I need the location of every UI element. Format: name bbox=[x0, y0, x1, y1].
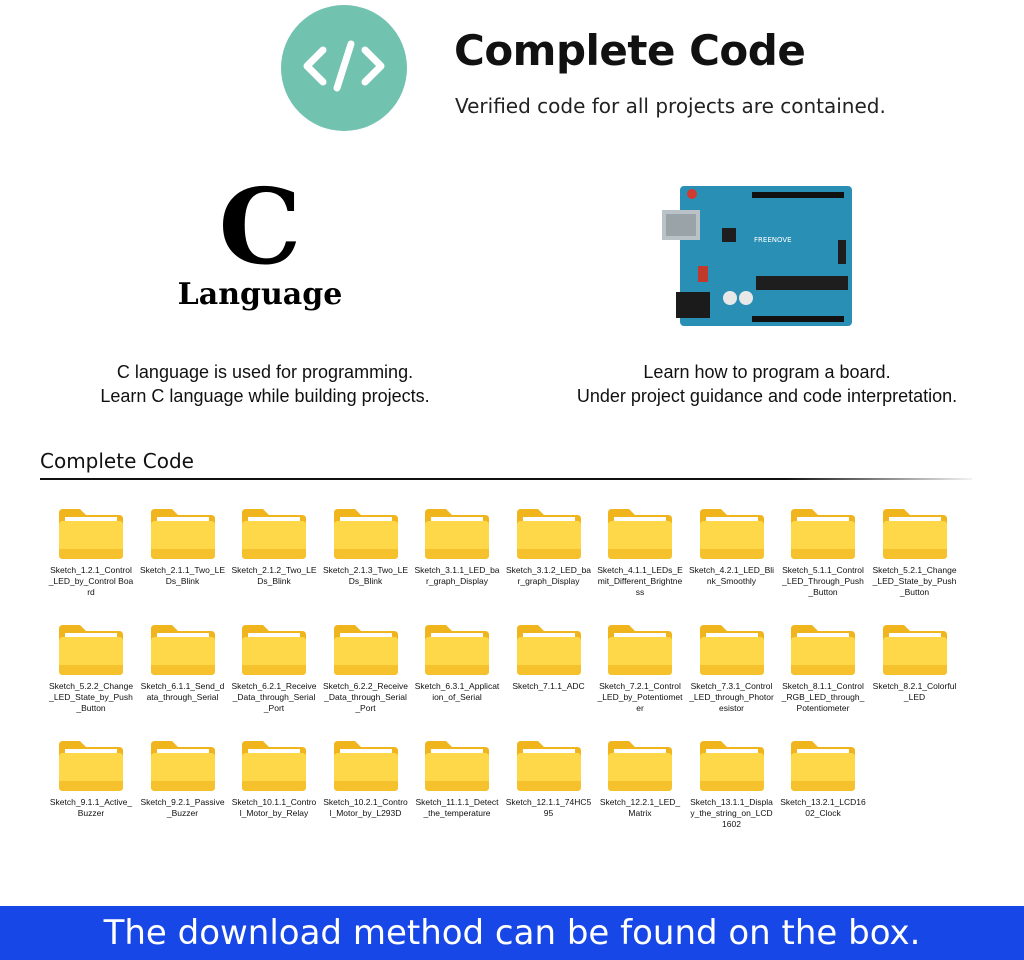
folder-icon bbox=[506, 737, 592, 793]
code-badge bbox=[281, 5, 407, 131]
folder-name: Sketch_3.1.1_LED_bar_graph_Display bbox=[414, 565, 500, 586]
folder-item[interactable] bbox=[140, 737, 226, 819]
folder-name: Sketch_1.2.1_Control_LED_by_Control Board bbox=[48, 565, 134, 597]
folder-item[interactable] bbox=[689, 505, 775, 587]
page-title: Complete Code bbox=[454, 26, 806, 75]
folder-name: Sketch_9.2.1_Passive_Buzzer bbox=[140, 797, 225, 818]
c-language-logo bbox=[170, 165, 350, 312]
folder-item[interactable] bbox=[414, 621, 500, 703]
folder-name: Sketch_13.2.1_LCD1602_Clock bbox=[780, 797, 866, 818]
folder-icon bbox=[689, 737, 775, 793]
folder-item[interactable] bbox=[231, 737, 317, 819]
folder-icon bbox=[597, 505, 683, 561]
folder-item[interactable] bbox=[323, 737, 409, 819]
folder-item[interactable] bbox=[414, 505, 500, 587]
folder-item[interactable] bbox=[140, 505, 226, 587]
folder-icon bbox=[48, 737, 134, 793]
folder-item[interactable] bbox=[689, 737, 775, 830]
folder-icon bbox=[140, 505, 226, 561]
folder-name: Sketch_9.1.1_Active_Buzzer bbox=[49, 797, 133, 818]
folder-item[interactable] bbox=[506, 737, 592, 819]
code-icon bbox=[299, 36, 389, 101]
board-label: FREENOVE bbox=[754, 236, 792, 244]
folder-item[interactable] bbox=[231, 621, 317, 714]
folder-name: Sketch_10.1.1_Control_Motor_by_Relay bbox=[231, 797, 317, 818]
folder-icon bbox=[323, 621, 409, 677]
folder-icon bbox=[597, 621, 683, 677]
folder-name: Sketch_5.2.2_Change_LED_State_by_Push_Button bbox=[48, 681, 134, 713]
folder-name: Sketch_4.2.1_LED_Blink_Smoothly bbox=[688, 565, 775, 586]
c-letter: C bbox=[218, 165, 302, 288]
folder-icon bbox=[780, 621, 866, 677]
folder-icon bbox=[872, 621, 958, 677]
folder-name: Sketch_6.2.2_Receive_Data_through_Serial_Port bbox=[322, 681, 409, 713]
folder-name: Sketch_8.2.1_Colorful_LED bbox=[872, 681, 957, 702]
folder-item[interactable] bbox=[872, 505, 958, 598]
folder-name: Sketch_6.3.1_Application_of_Serial bbox=[414, 681, 500, 702]
controller-board-image bbox=[658, 180, 858, 335]
folder-icon bbox=[597, 737, 683, 793]
folder-item[interactable] bbox=[140, 621, 226, 703]
folder-icon bbox=[414, 621, 500, 677]
folder-item[interactable] bbox=[48, 621, 134, 714]
folder-item[interactable] bbox=[689, 621, 775, 714]
folder-icon bbox=[323, 737, 409, 793]
folder-icon bbox=[414, 737, 500, 793]
folder-item[interactable] bbox=[506, 505, 592, 587]
folder-name: Sketch_7.2.1_Control_LED_by_Potentiometer bbox=[597, 681, 683, 713]
board-description bbox=[552, 360, 982, 408]
folder-item[interactable] bbox=[597, 621, 683, 714]
folder-icon bbox=[231, 737, 317, 793]
folder-name: Sketch_12.1.1_74HC595 bbox=[505, 797, 592, 818]
c-desc-line-2: Learn C language while building projects. bbox=[100, 386, 430, 406]
folder-item[interactable] bbox=[780, 621, 866, 714]
folder-item[interactable] bbox=[48, 737, 134, 819]
folder-item[interactable] bbox=[780, 505, 866, 598]
folder-name: Sketch_13.1.1_Display_the_string_on_LCD1602 bbox=[690, 797, 773, 829]
board-desc-line-1: Learn how to program a board. bbox=[643, 362, 891, 382]
folder-icon bbox=[872, 505, 958, 561]
folder-icon bbox=[780, 505, 866, 561]
folder-item[interactable] bbox=[48, 505, 134, 598]
folder-name: Sketch_7.3.1_Control_LED_through_Photoresistor bbox=[689, 681, 774, 713]
folder-icon bbox=[689, 621, 775, 677]
folder-icon bbox=[48, 505, 134, 561]
folder-item[interactable] bbox=[780, 737, 866, 819]
folder-item[interactable] bbox=[506, 621, 592, 692]
folder-name: Sketch_12.2.1_LED_Matrix bbox=[599, 797, 681, 818]
folder-item[interactable] bbox=[597, 737, 683, 819]
folder-name: Sketch_5.2.1_Change_LED_State_by_Push_Button bbox=[872, 565, 957, 597]
folder-name: Sketch_2.1.2_Two_LEDs_Blink bbox=[231, 565, 317, 586]
folder-name: Sketch_5.1.1_Control_LED_Through_Push_Button bbox=[782, 565, 864, 597]
folder-name: Sketch_10.2.1_Control_Motor_by_L293D bbox=[323, 797, 408, 818]
folder-icon bbox=[323, 505, 409, 561]
folder-name: Sketch_8.1.1_Control_RGB_LED_through_Potentiometer bbox=[781, 681, 865, 713]
folder-item[interactable] bbox=[597, 505, 683, 598]
folder-icon bbox=[689, 505, 775, 561]
folder-item[interactable] bbox=[872, 621, 958, 703]
c-desc-line-1: C language is used for programming. bbox=[116, 362, 414, 382]
folder-name: Sketch_2.1.3_Two_LEDs_Blink bbox=[322, 565, 409, 586]
folder-icon bbox=[506, 621, 592, 677]
section-title: Complete Code bbox=[40, 449, 194, 473]
folder-icon bbox=[231, 621, 317, 677]
folder-item[interactable] bbox=[323, 621, 409, 714]
footer-banner bbox=[0, 906, 1024, 960]
footer-text: The download method can be found on the box. bbox=[103, 913, 921, 953]
c-language-word: Language bbox=[177, 277, 343, 312]
folder-name: Sketch_6.1.1_Send_data_through_Serial bbox=[140, 681, 225, 702]
folder-name: Sketch_3.1.2_LED_bar_graph_Display bbox=[505, 565, 592, 586]
folder-name: Sketch_6.2.1_Receive_Data_through_Serial_Port bbox=[231, 681, 317, 713]
folder-icon bbox=[231, 505, 317, 561]
folder-icon bbox=[140, 737, 226, 793]
folder-item[interactable] bbox=[414, 737, 500, 819]
folder-icon bbox=[48, 621, 134, 677]
folder-icon bbox=[414, 505, 500, 561]
folder-name: Sketch_2.1.1_Two_LEDs_Blink bbox=[139, 565, 226, 586]
page-subtitle: Verified code for all projects are contained. bbox=[455, 94, 886, 118]
folder-name: Sketch_7.1.1_ADC bbox=[512, 681, 585, 691]
folder-item[interactable] bbox=[231, 505, 317, 587]
section-divider bbox=[40, 478, 972, 480]
folder-name: Sketch_11.1.1_Detect_the_temperature bbox=[415, 797, 499, 818]
folder-name: Sketch_4.1.1_LEDs_Emit_Different_Brightness bbox=[597, 565, 683, 597]
folder-icon bbox=[780, 737, 866, 793]
folder-icon bbox=[140, 621, 226, 677]
folder-icon bbox=[506, 505, 592, 561]
folder-item[interactable] bbox=[323, 505, 409, 587]
board-desc-line-2: Under project guidance and code interpretation. bbox=[576, 386, 958, 406]
c-language-description bbox=[50, 360, 480, 408]
